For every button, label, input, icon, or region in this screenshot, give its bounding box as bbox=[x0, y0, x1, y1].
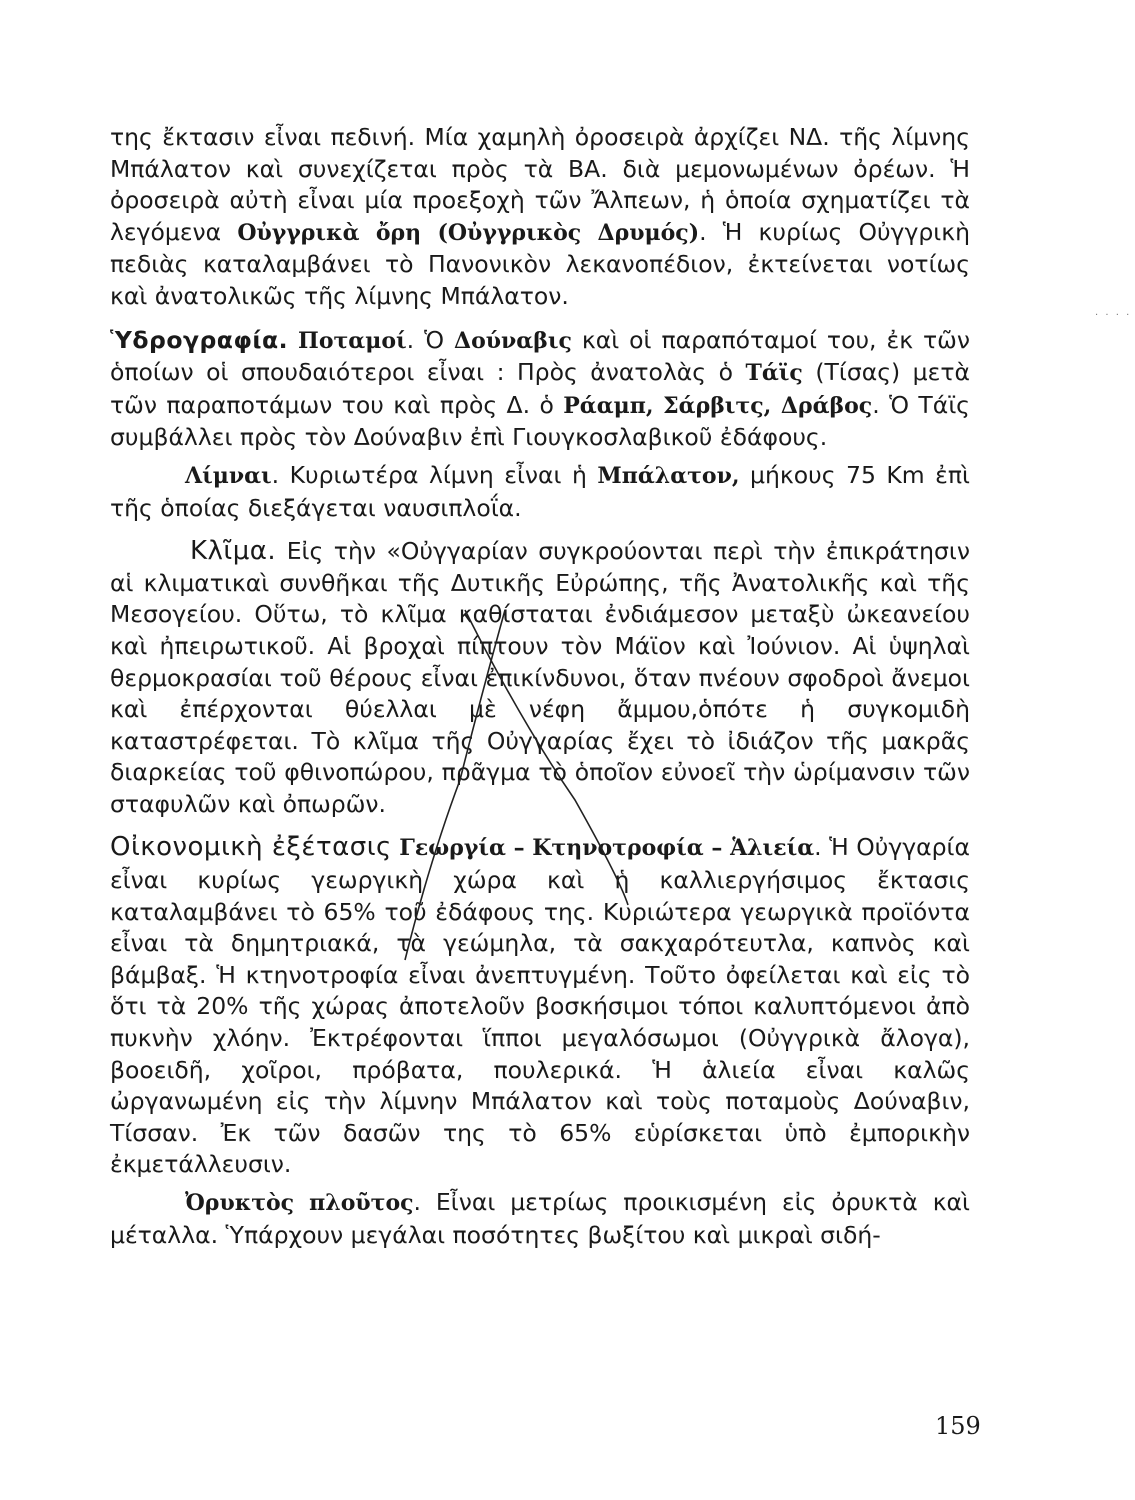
text-climate: Εἰς τὴν «Οὐγγαρίαν συγκρούονται περὶ τὴν ἐπικράτησιν αἱ κλιματικαὶ συνθῆκαι τῆς Δυτικῆς Εὐρώπης, τῆς Ἀνατολικῆς καὶ τῆς Μεσογείου. Οὕτω, τὸ κλῖμα καθίσταται ἐνδιάμεσον μεταξὺ ὠκεανείου καὶ ἠπειρωτικοῦ. Αἱ βροχαὶ πίπτουν τὸν Μάϊον καὶ Ἰούνιον. Αἱ ὑψηλαὶ θερμοκρασίαι τοῦ θέρους εἶναι ἐπικίνδυνοι, ὅταν πνέουν σφοδροὶ ἄνεμοι καὶ ἐπέρχονται θύελλαι μὲ νέφη ἄμμου,ὁπότε ἡ συγκομιδὴ καταστρέφεται. Τὸ κλῖμα τῆς Οὐγγαρίας ἔχει τὸ ἰδιάζον τῆς μακρᾶς διαρκείας τοῦ φθινοπώρου, πρᾶγμα τὸ ὁποῖον εὐνοεῖ τὴν ὡρίμανσιν τῶν σταφυλῶν καὶ ὀπωρῶν. bbox=[110, 537, 970, 818]
term-balaton: Μπάλατον, bbox=[597, 462, 740, 489]
heading-minerals: Ὀρυκτὸς πλοῦτος bbox=[185, 1190, 414, 1216]
text-hydro-1: . Ὁ bbox=[406, 325, 445, 354]
heading-lakes: Λίμναι bbox=[185, 462, 272, 489]
pen-stroke-1 bbox=[465, 610, 628, 905]
pen-stroke-2 bbox=[405, 610, 505, 960]
text-lakes-2: μήκους 75 Km ἐπὶ τῆς ὁποίας διεξάγεται ναυσιπλοΐα. bbox=[110, 460, 970, 522]
heading-climate: Κλῖμα. bbox=[190, 536, 277, 567]
term-danube: Δούναβις bbox=[454, 327, 572, 354]
heading-economy: Οἰκονομικὴ ἐξέτασις bbox=[110, 832, 392, 863]
subheading-agriculture: Γεωργία – Κτηνοτροφία – Ἁλιεία bbox=[399, 835, 815, 862]
text-relief-rest: . Ἡ κυρίως Οὐγγρικὴ πεδιὰς καταλαμβάνει τὸ Πανονικὸν λεκανοπέδιον, ἐκτείνεται νοτίως καὶ ἀνατολικῶς τῆς λίμνης Μπάλατον. bbox=[110, 217, 970, 310]
term-tisza: Τάϊς bbox=[745, 360, 803, 387]
text-relief: της ἔκτασιν εἶναι πεδινή. Μία χαμηλὴ ὀροσειρὰ ἀρχίζει ΝΔ. τῆς λίμνης Μπάλατον καὶ συνεχίζεται πρὸς τὰ ΒΑ. διὰ μεμονωμένων ὀρέων. Ἡ ὀροσειρὰ αὐτὴ εἶναι μία προεξοχὴ τῶν Ἄλπεων, ἡ ὁποία σχηματίζει τὰ λεγόμενα bbox=[110, 123, 970, 246]
text-hydro-3: (Τίσας) μετὰ τῶν παραποτάμων του καὶ πρὸς Δ. ὁ bbox=[110, 358, 970, 419]
term-hungarian-mountains: Οὐγγρικὰ ὄρη (Οὐγγρικὸς Δρυμός) bbox=[237, 219, 700, 246]
text-economy: . Ἡ Οὐγγαρία εἶναι κυρίως γεωργικὴ χώρα καὶ ἡ καλλιεργήσιμος ἔκτασις καταλαμβάνει τὸ 65% τοῦ ἐδάφους της. Κυριώτερα γεωργικὰ προϊόντα εἶναι τὰ δημητριακά, τὰ γεώμηλα, τὰ σακχαρότευτλα, καπνὸς καὶ βάμβαξ. Ἡ κτηνοτροφία εἶναι ἀνεπτυγμένη. Τοῦτο ὀφείλεται καὶ εἰς τὸ ὅτι τὰ 20% τῆς χώρας ἀποτελοῦν βοσκήσιμοι τόποι καλυπτόμενοι ἀπὸ πυκνὴν χλόην. Ἐκτρέφονται ἵπποι μεγαλόσωμοι (Οὐγγρικὰ ἄλογα), βοοειδῆ, χοῖροι, πρόβατα, πουλερικά. Ἡ ἁλιεία εἶναι καλῶς ὠργανωμένη εἰς τὴν λίμνην Μπάλατον καὶ τοὺς ποταμοὺς Δούναβιν, Τίσσαν. Ἐκ τῶν δασῶν της τὸ 65% εὑρίσκεται ὑπὸ ἐμπορικὴν ἐκμετάλλευσιν. bbox=[110, 833, 970, 1179]
subheading-rivers: Ποταμοί bbox=[298, 327, 407, 354]
text-minerals: . Εἶναι μετρίως προικισμένη εἰς ὀρυκτὰ καὶ μέταλλα. Ὑπάρχουν μεγάλαι ποσότητες βωξίτου καὶ μικραὶ σιδή- bbox=[110, 1188, 970, 1249]
term-west-rivers: Ράαμπ, Σάρβιτς, Δράβος bbox=[563, 392, 873, 419]
edge-dots: · · · · bbox=[1095, 310, 1132, 321]
text-lakes-1: . Κυριωτέρα λίμνη εἶναι ἡ bbox=[271, 460, 587, 489]
heading-hydrography: Ὑδρογραφία. bbox=[110, 325, 289, 354]
text-hydro-2: καὶ οἱ παραπόταμοί του, ἐκ τῶν ὁποίων οἱ σπουδαιότεροι εἶναι : Πρὸς ἀνατολὰς ὁ bbox=[110, 325, 970, 387]
text-hydro-4: . Ὁ Τάϊς συμβάλλει πρὸς τὸν Δούναβιν ἐπὶ Γιουγκοσλαβικοῦ ἐδάφους. bbox=[110, 390, 970, 452]
page-number: 159 bbox=[935, 1412, 981, 1440]
